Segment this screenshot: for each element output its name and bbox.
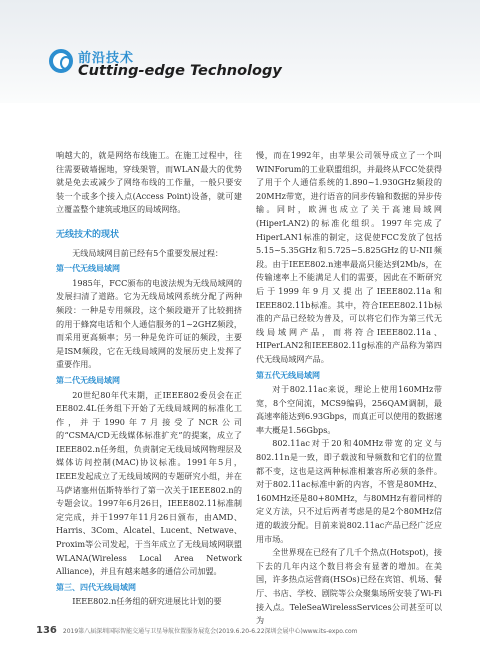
paragraph: 802.11ac对于20和40MHz带宽的定义与802.11n是一致，即子载波和导频数和它们的位置都不变，这也是这两种标准相兼容所必须的条件。对于802.11ac标准中新的内容，不管是80MHz、160MHz还是80+80MHz，与80MHz有着同样的定义方法，只不过后两者考虑是的是2个80MHz信道的载波分配。目前来说802.11ac产品已经广泛应用市场。 xyxy=(256,438,442,544)
paragraph: 全世界现在已经有了几千个热点(Hotspot)，接下去的几年内这个数目将会有显著的增加。在美国，许多热点运营商(HSOs)已经在宾馆、机场、餐厅、书店、学校、剧院等公众聚集场所安装了Wi-Fi接入点。TeleSeaWirelessServices公司甚至可以为 xyxy=(256,547,442,626)
subsection-heading: 第三、四代无线局域网 xyxy=(56,582,136,592)
paragraph: IEEE802.n任务组的研究进展比计划的要 xyxy=(72,596,222,607)
left-column xyxy=(56,149,242,609)
paragraph: 对于802.11ac来说，理论上使用160MHz带宽，8个空间流，MCS9编码，256QAM调制，最高速率能达到6.93Gbps，而真正可以使用的数据速率大概是1.56Gbps。 xyxy=(256,384,442,435)
subsection-heading: 第二代无线局域网 xyxy=(56,375,120,385)
section-heading: 无线技术的现状 xyxy=(56,229,120,240)
subsection-heading: 第五代无线局域网 xyxy=(256,370,320,380)
footer-text: 2019第八届深圳国际智能交通与卫星导航位置服务展览会(2019.6.20-6.22深圳会展中心)www.its-expo.com xyxy=(62,628,358,635)
header-band xyxy=(0,0,480,103)
paragraph: 无线局域网目前已经有5个重要发展过程： xyxy=(72,247,224,258)
right-column xyxy=(256,149,442,628)
paragraph: 响越大的，就是网络布线施工。在施工过程中，往往需要破墙掘地，穿线架管，而WLAN最大的优势就是免去或减少了网络布线的工作量，一般只要安装一个或多个接入点(Access Point)设备，就可建立覆盖整个建筑或地区的局域网络。 xyxy=(56,150,242,215)
paragraph: 20世纪80年代末期，正IEEE802委员会在正EE802.4L任务组下开始了无线局域网的标准化工作，并于1990年7月接受了NCR公司的“CSMA/CD无线媒体标准扩充”的提案，成立了IEEE802.n任务组，负责制定无线局域网物理层及媒体访问控制(MAC)协议标准。1991年5月，IEEE发起成立了无线局域网的专题研究小组，并在马萨诸塞州伍斯特举行了第一次关于IEEE802.n的专题会议。1997年6月26日，IEEE802.11标准制定完成，并于1997年11月26日颁布，由AMD、Harris、3Com、Alcatel、Lucent、Netwave、Proxim等公司发起，于当年成立了无线局域网联盟WLANA(Wireless Local Area Network Alliance)，并且有越来越多的通信公司加盟。 xyxy=(56,389,242,577)
paragraph: 1985年，FCC颁布的电波法规为无线局域网的发展扫清了道路。它为无线局域网系统分配了两种频段：一种是专用频段，这个频段避开了比较拥挤的用于蜂窝电话和个人通信服务的1~2GHZ频段，而采用更高频率；另一种是免许可证的频段，主要是ISM频段，它在无线局域网的发展历史上发挥了重要作用。 xyxy=(56,277,242,370)
paragraph: 慢，而在1992年，由苹果公司领导成立了一个叫WINForum的工业联盟组织，并最终从FCC处获得了用于个人通信系统的1.890~1.930GHz频段的20MHz带宽，进行语音的同步传输和数据的异步传输。同时，欧洲也成立了关于高速局域网(HiperLAN2)的标准化组织。1997年完成了HiperLAN1标准的制定，这促使FCC发放了包括5.15~5.35GHz和5.725~5.825GHz的U-NII频段。由于IEEE802.n速率最高只能达到2Mb/s，在传输速率上不能满足人们的需要，因此在不断研究后于1999年9月又提出了IEEE802.11a和IEEE802.11b标准。其中，符合IEEE802.11b标准的产品已经较为普及，可以将它们作为第三代无线局域网产品，而将符合IEEE802.11a、HIPerLAN2和IEEE802.11g标准的产品称为第四代无线局域网产品。 xyxy=(256,150,442,364)
column-title-en: Cutting-edge Technology xyxy=(78,63,282,79)
column-logo-icon xyxy=(49,49,73,73)
page-number: 136 xyxy=(36,625,57,636)
page-footer xyxy=(36,625,456,636)
subsection-heading: 第一代无线局域网 xyxy=(56,264,120,274)
column-title-zh: 前沿技术 xyxy=(78,51,135,66)
